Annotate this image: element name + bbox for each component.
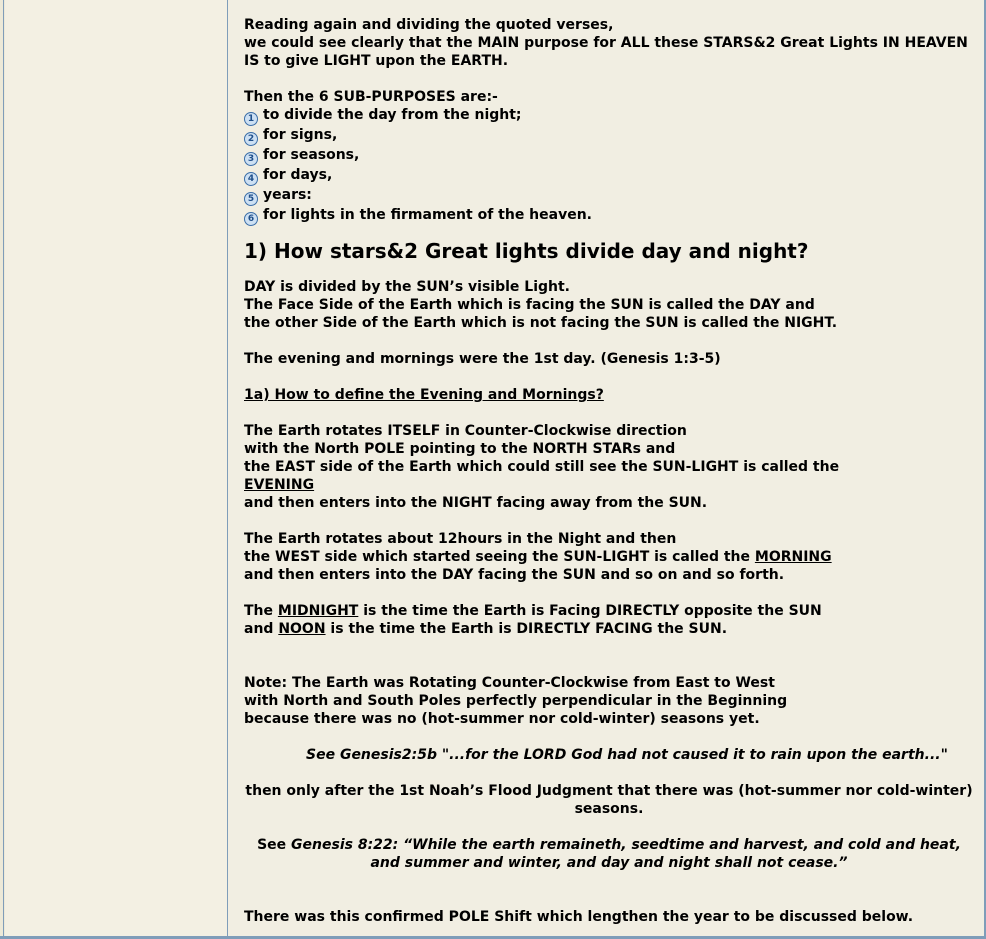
rotation-line: the EAST side of the Earth which could still see the SUN-LIGHT is called the [244,459,840,475]
midnight-text: The [244,603,278,619]
number-two-icon: 2 [244,132,258,146]
evening-morning-line: The evening and mornings were the 1st day. (Genesis 1:3-5) [244,351,721,367]
rotation-line: and then enters into the NIGHT facing away from the SUN. [244,495,708,511]
subpurpose-item [244,186,974,206]
noon-term: NOON [278,621,326,637]
night-text: the WEST side which started seeing the SUN-LIGHT is called the [244,549,755,565]
genesis-8-22-quote-cont: and summer and winter, and day and night shall not cease.” [370,855,848,871]
note-line: with North and South Poles perfectly perpendicular in the Beginning [244,693,788,709]
note-line: Note: The Earth was Rotating Counter-Clockwise from East to West [244,675,775,691]
quote-text: Genesis 8:22: “While the earth remaineth, seedtime and harvest, and cold and heat, [291,837,961,853]
day-line: DAY is divided by the SUN’s visible Light. [244,279,570,295]
closing-line: There was this confirmed POLE Shift which lengthen the year to be discussed below. [244,909,914,925]
midnight-text: is the time the Earth is Facing DIRECTLY opposite the SUN [358,603,822,619]
noon-text: is the time the Earth is DIRECTLY FACING the SUN. [325,621,728,637]
noon-text: and [244,621,279,637]
number-five-icon: 5 [244,192,258,206]
evening-term: EVENING [244,477,315,493]
subpurpose-item [244,166,974,186]
subpurpose-text: for seasons, [263,147,360,163]
number-one-icon: 1 [244,112,258,126]
window-frame-left [0,0,4,939]
subpurpose-item [244,106,974,126]
subpurposes-title: Then the 6 SUB-PURPOSES are:- [244,89,498,105]
intro-line: IS to give LIGHT upon the EARTH. [244,53,509,69]
night-line [244,548,974,566]
genesis-2-5-quote: See Genesis2:5b "...for the LORD God had not caused it to rain upon the earth..." [306,747,948,763]
subpurpose-text: years: [263,187,312,203]
subpurpose-text: for days, [263,167,333,183]
subpurpose-item [244,206,974,226]
intro-line: we could see clearly that the MAIN purpose for ALL these STARS&2 Great Lights IN HEAVEN [244,35,968,51]
flood-line: seasons. [574,801,644,817]
subheading-1a: 1a) How to define the Evening and Mornings? [244,387,604,403]
rotation-line: with the North POLE pointing to the NORTH STARs and [244,441,676,457]
section-heading: 1) How stars&2 Great lights divide day and night? [244,239,809,263]
day-line: The Face Side of the Earth which is facing the SUN is called the DAY and [244,297,815,313]
article-text [244,16,974,926]
number-six-icon: 6 [244,212,258,226]
night-line: and then enters into the DAY facing the SUN and so on and so forth. [244,567,785,583]
subpurpose-text: to divide the day from the night; [263,107,522,123]
day-line: the other Side of the Earth which is not facing the SUN is called the NIGHT. [244,315,838,331]
noon-line [244,620,974,638]
night-line: The Earth rotates about 12hours in the Night and then [244,531,677,547]
subpurpose-text: for lights in the firmament of the heaven. [263,207,592,223]
rotation-line: The Earth rotates ITSELF in Counter-Clockwise direction [244,423,687,439]
left-sidebar-panel [5,0,227,939]
flood-line: then only after the 1st Noah’s Flood Judgment that there was (hot-summer nor cold-winter) [245,783,973,799]
genesis-8-22-quote [244,836,974,854]
midnight-line [244,602,974,620]
subpurpose-text: for signs, [263,127,338,143]
number-four-icon: 4 [244,172,258,186]
morning-term: MORNING [754,549,832,565]
number-three-icon: 3 [244,152,258,166]
subpurpose-item [244,126,974,146]
subpurpose-item [244,146,974,166]
midnight-term: MIDNIGHT [277,603,359,619]
see-label: See [257,837,292,853]
article-content [228,0,984,939]
intro-line: Reading again and dividing the quoted verses, [244,17,614,33]
note-line: because there was no (hot-summer nor cold-winter) seasons yet. [244,711,760,727]
